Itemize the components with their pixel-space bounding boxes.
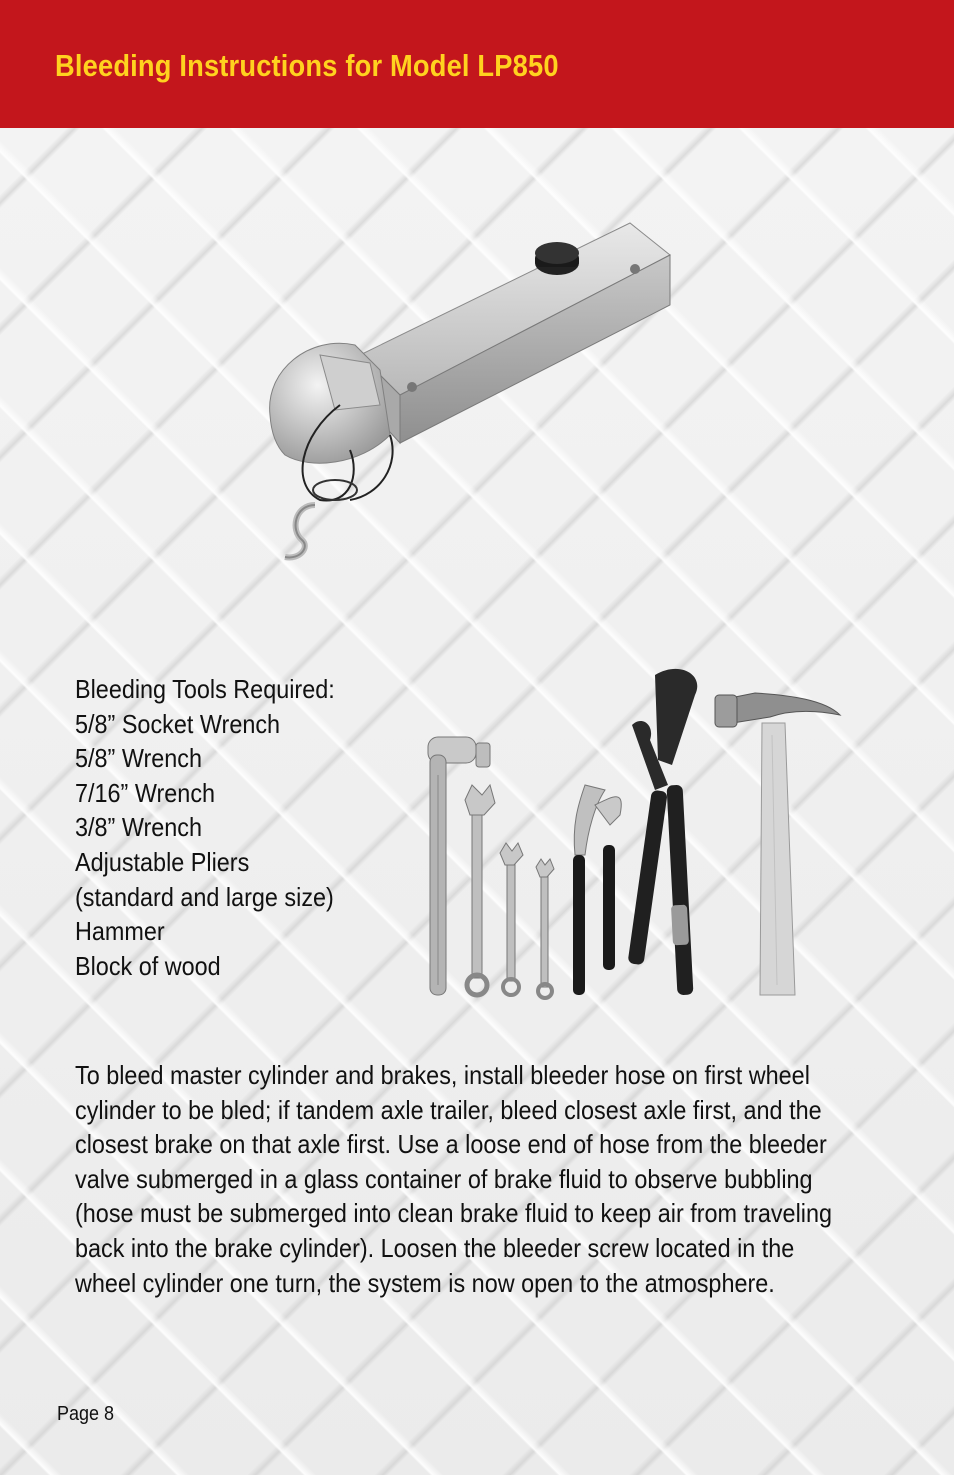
tool-item: (standard and large size) bbox=[75, 881, 334, 912]
tool-item: Hammer bbox=[75, 916, 165, 947]
page-number: Page 8 bbox=[57, 1403, 115, 1425]
page-header bbox=[0, 0, 954, 128]
tool-item: 3/8” Wrench bbox=[75, 812, 203, 843]
wrench-icon bbox=[500, 843, 523, 995]
tool-item: 5/8” Socket Wrench bbox=[75, 708, 281, 739]
pliers-icon bbox=[573, 785, 621, 995]
tool-item: 7/16” Wrench bbox=[75, 777, 216, 808]
wrench-icon bbox=[465, 785, 495, 995]
pliers-icon bbox=[628, 669, 698, 995]
tool-item: Adjustable Pliers bbox=[75, 846, 250, 877]
tools-heading: Bleeding Tools Required: bbox=[75, 674, 335, 704]
trailer-coupler-image bbox=[240, 205, 680, 595]
tools-required-list bbox=[75, 672, 363, 983]
wrench-icon bbox=[536, 859, 554, 998]
hand-tools-image bbox=[410, 655, 850, 1005]
page-title: Bleeding Instructions for Model LP850 bbox=[55, 48, 559, 83]
tool-item: 5/8” Wrench bbox=[75, 743, 203, 774]
hammer-icon bbox=[715, 693, 840, 995]
bleeding-instructions-paragraph: To bleed master cylinder and brakes, install bleeder hose on first wheel cylinder to be bled; if tandem axle trailer, bleed closest axle first, and the closest brake on that axle first. Use a loose end of hose from the bleeder valve submerged in a glass container of brake fluid to observe bubbling (hose must be submerged into clean brake fluid to keep air from traveling back into the brake cylinder). Loosen the bleeder screw located in the wheel cylinder one turn, the system is now open to the atmosphere. bbox=[75, 1060, 832, 1298]
tool-item: Block of wood bbox=[75, 950, 221, 981]
